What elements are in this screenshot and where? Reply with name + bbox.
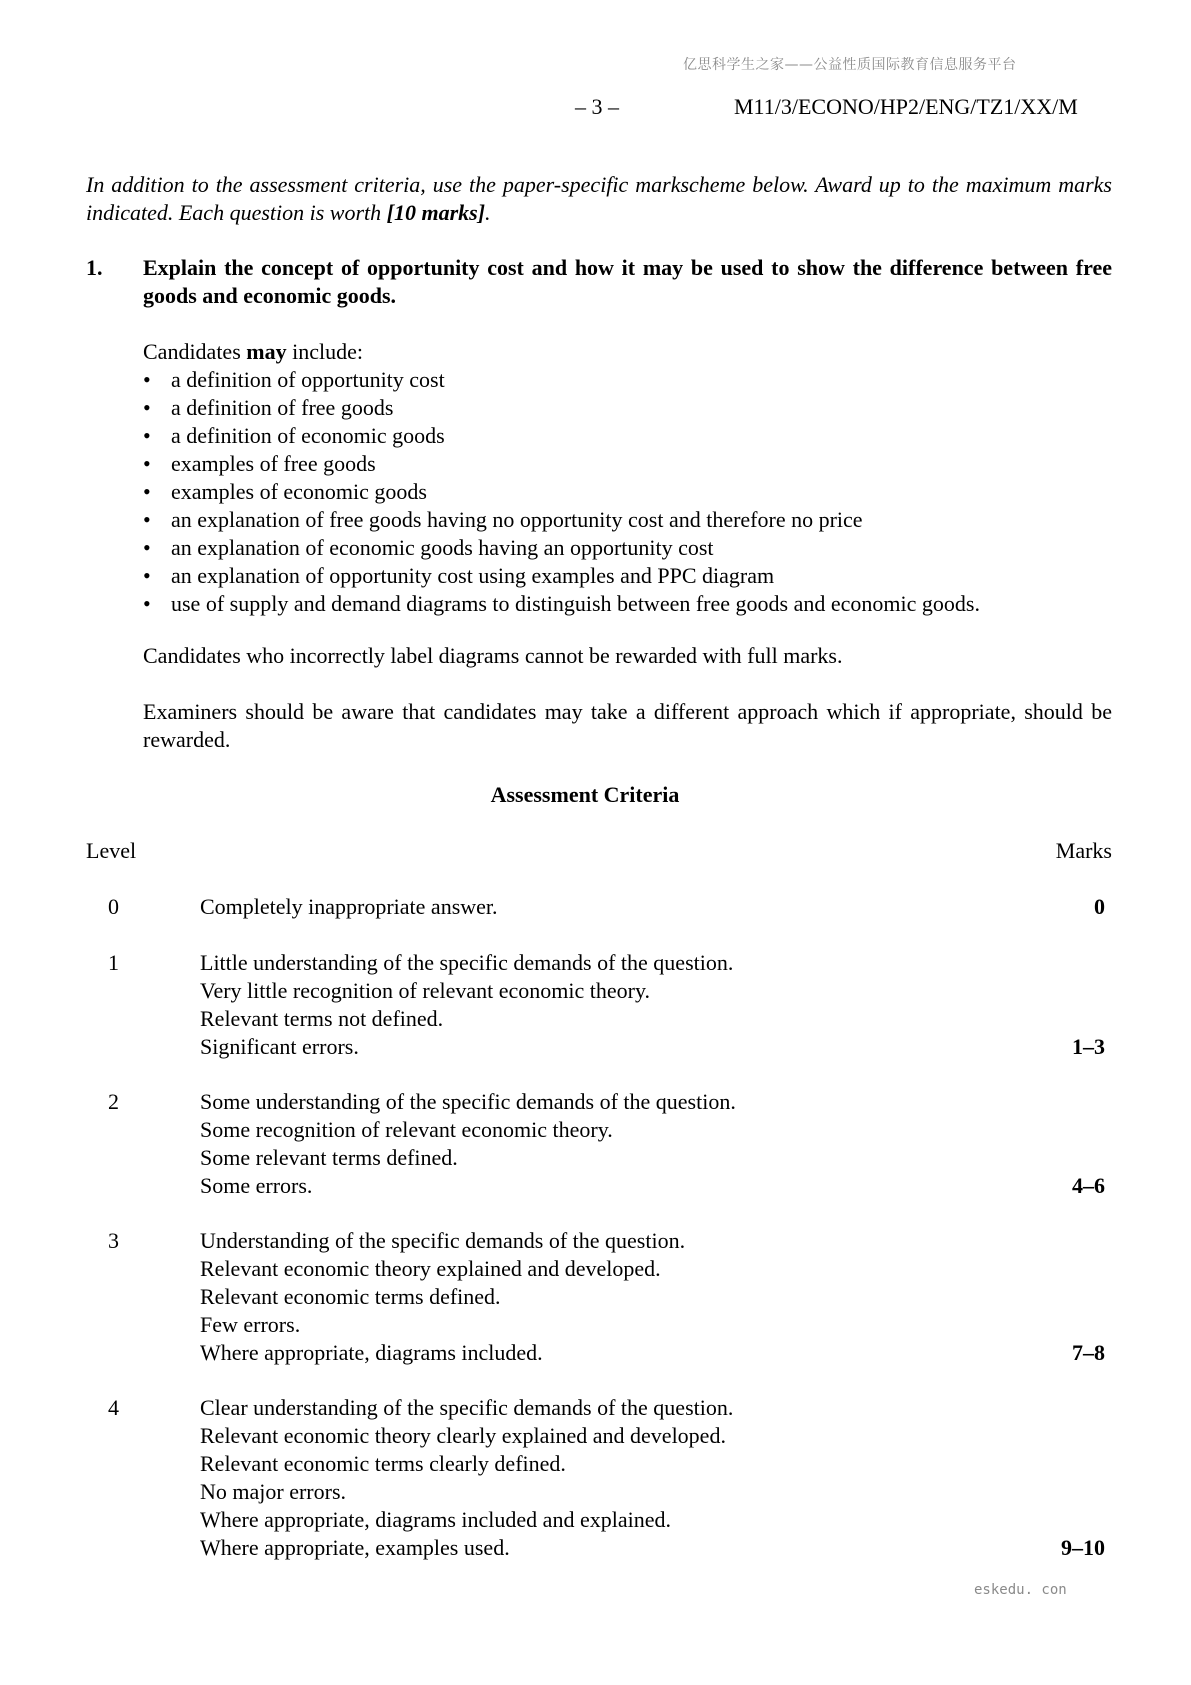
bullet-icon: • xyxy=(143,591,151,616)
list-item-text: an explanation of free goods having no opportunity cost and therefore no price xyxy=(171,507,863,532)
level-number: 2 xyxy=(108,1089,119,1114)
descriptor-line: Relevant economic terms defined. xyxy=(200,1284,501,1309)
descriptor-line: Significant errors. xyxy=(200,1034,359,1059)
intro-paragraph xyxy=(86,171,1112,227)
bullet-icon: • xyxy=(143,479,151,504)
level-number: 3 xyxy=(108,1228,119,1253)
list-item-text: examples of economic goods xyxy=(171,479,427,504)
descriptor-line: No major errors. xyxy=(200,1479,347,1504)
level-description xyxy=(200,1227,980,1367)
bullet-icon: • xyxy=(143,507,151,532)
level-number: 0 xyxy=(108,894,119,919)
level-marks: 0 xyxy=(1094,894,1105,919)
criteria-title: Assessment Criteria xyxy=(490,782,680,807)
watermark-bottom: eskedu. con xyxy=(974,1582,1067,1598)
descriptor-line: Very little recognition of relevant economic theory. xyxy=(200,978,651,1003)
level-marks: 9–10 xyxy=(1061,1535,1105,1560)
bullet-icon: • xyxy=(143,367,151,392)
page-number: – 3 – xyxy=(575,94,619,119)
note-diagrams: Candidates who incorrectly label diagrams cannot be rewarded with full marks. xyxy=(143,643,843,668)
descriptor-line: Some understanding of the specific demands of the question. xyxy=(200,1089,736,1114)
bullet-icon: • xyxy=(143,535,151,560)
list-item xyxy=(143,506,1112,534)
list-item xyxy=(143,450,1112,478)
descriptor-line: Some recognition of relevant economic theory. xyxy=(200,1117,613,1142)
level-description xyxy=(200,949,980,1061)
level-description xyxy=(200,1394,980,1562)
list-item xyxy=(143,590,1112,618)
level-number: 1 xyxy=(108,950,119,975)
list-item-text: a definition of economic goods xyxy=(171,423,445,448)
may-include-bold: may xyxy=(246,339,287,364)
list-item-text: a definition of opportunity cost xyxy=(171,367,445,392)
list-item-text: use of supply and demand diagrams to distinguish between free goods and economic goods. xyxy=(171,591,980,616)
list-item xyxy=(143,422,1112,450)
marks-column-header: Marks xyxy=(1055,838,1112,863)
descriptor-line: Little understanding of the specific demands of the question. xyxy=(200,950,734,975)
may-include-suffix: include: xyxy=(286,339,363,364)
list-item xyxy=(143,366,1112,394)
descriptor-line: Relevant economic theory clearly explained and developed. xyxy=(200,1423,726,1448)
intro-period: . xyxy=(485,200,491,225)
bullet-icon: • xyxy=(143,451,151,476)
list-item xyxy=(143,394,1112,422)
descriptor-line: Where appropriate, diagrams included and explained. xyxy=(200,1507,671,1532)
descriptor-line: Clear understanding of the specific demands of the question. xyxy=(200,1395,734,1420)
descriptor-line: Some errors. xyxy=(200,1173,313,1198)
bullet-icon: • xyxy=(143,563,151,588)
descriptor-line: Relevant terms not defined. xyxy=(200,1006,444,1031)
level-column-header: Level xyxy=(86,838,137,863)
descriptor-line: Few errors. xyxy=(200,1312,301,1337)
list-item-text: a definition of free goods xyxy=(171,395,394,420)
question-number: 1. xyxy=(86,255,103,280)
level-number: 4 xyxy=(108,1395,119,1420)
list-item-text: an explanation of economic goods having an opportunity cost xyxy=(171,535,714,560)
level-marks: 7–8 xyxy=(1072,1340,1105,1365)
document-code: M11/3/ECONO/HP2/ENG/TZ1/XX/M xyxy=(734,94,1078,119)
level-description xyxy=(200,1088,980,1200)
descriptor-line: Relevant economic theory explained and developed. xyxy=(200,1256,661,1281)
descriptor-line: Where appropriate, examples used. xyxy=(200,1535,510,1560)
watermark-top: 亿思科学生之家——公益性质国际教育信息服务平台 xyxy=(683,57,1017,73)
list-item xyxy=(143,534,1112,562)
bullet-icon: • xyxy=(143,395,151,420)
intro-text: In addition to the assessment criteria, use the paper-specific markscheme below. Award up to the maximum marks indicated. Each question is worth xyxy=(86,172,1112,225)
descriptor-line: Completely inappropriate answer. xyxy=(200,894,498,919)
list-item xyxy=(143,562,1112,590)
descriptor-line: Relevant economic terms clearly defined. xyxy=(200,1451,566,1476)
bullet-list xyxy=(143,366,1112,618)
question-text: Explain the concept of opportunity cost and how it may be used to show the difference between free goods and economic goods. xyxy=(143,255,1112,308)
bullet-icon: • xyxy=(143,423,151,448)
may-include-line xyxy=(143,338,363,366)
list-item-text: examples of free goods xyxy=(171,451,376,476)
note-examiners: Examiners should be aware that candidates may take a different approach which if appropriate, should be rewarded. xyxy=(143,699,1112,752)
list-item-text: an explanation of opportunity cost using examples and PPC diagram xyxy=(171,563,775,588)
may-include-prefix: Candidates xyxy=(143,339,247,364)
level-marks: 1–3 xyxy=(1072,1034,1105,1059)
level-marks: 4–6 xyxy=(1072,1173,1105,1198)
level-description xyxy=(200,893,980,921)
descriptor-line: Some relevant terms defined. xyxy=(200,1145,458,1170)
intro-marks: [10 marks] xyxy=(386,200,486,225)
descriptor-line: Understanding of the specific demands of the question. xyxy=(200,1228,686,1253)
descriptor-line: Where appropriate, diagrams included. xyxy=(200,1340,543,1365)
list-item xyxy=(143,478,1112,506)
